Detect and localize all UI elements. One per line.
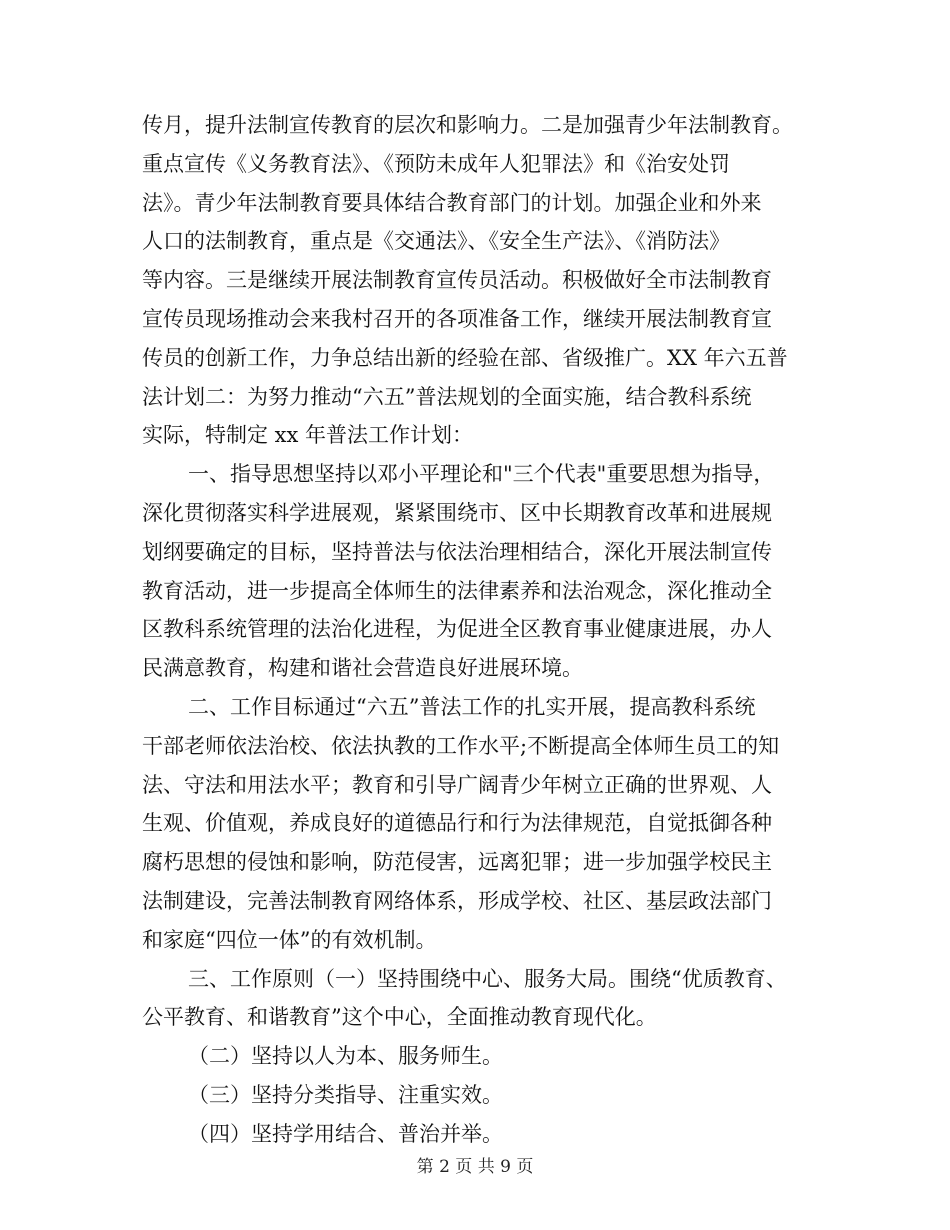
text-line: 二、工作目标通过“六五”普法工作的扎实开展，提高教科系统	[188, 694, 756, 719]
text-line: 一、指导思想坚持以邓小平理论和"三个代表"重要思想为指导，	[188, 462, 775, 487]
text-line: 传月，提升法制宣传教育的层次和影响力。二是加强青少年法制教育。	[142, 113, 793, 137]
text-line: 人口的法制教育，重点是《交通法》、《安全生产法》、《消防法》	[142, 229, 730, 254]
text-line: 实际，特制定 xx 年普法工作计划：	[142, 423, 474, 448]
text-line: 三、工作原则（一）坚持围绕中心、服务大局。围绕“优质教育、	[188, 966, 787, 991]
text-line: （三）坚持分类指导、注重实效。	[188, 1082, 503, 1107]
text-line: 和家庭“四位一体”的有效机制。	[142, 927, 437, 952]
text-line: 法》。青少年法制教育要具体结合教育部门的计划。加强企业和外来	[142, 190, 762, 215]
text-line: 腐朽思想的侵蚀和影响，防范侵害，远离犯罪；进一步加强学校民主	[142, 850, 772, 875]
page-number-footer: 第 2 页 共 9 页	[416, 1157, 534, 1177]
text-line: 区教科系统管理的法治化进程，为促进全区教育事业健康进展，办人	[142, 617, 772, 642]
text-line: 法制建设，完善法制教育网络体系，形成学校、社区、基层政法部门	[142, 888, 772, 913]
text-line: 教育活动，进一步提高全体师生的法律素养和法治观念，深化推动全	[142, 578, 772, 603]
document-body	[142, 106, 807, 1154]
text-line: 法计划二：为努力推动“六五”普法规划的全面实施，结合教科系统	[142, 384, 752, 409]
text-line: （四）坚持学用结合、普治并举。	[188, 1121, 503, 1146]
text-line: 重点宣传《义务教育法》、《预防未成年人犯罪法》和《治安处罚	[142, 151, 730, 176]
text-line: 生观、价值观，养成良好的道德品行和行为法律规范，自觉抵御各种	[142, 811, 772, 836]
text-line: 划纲要确定的目标，坚持普法与依法治理相结合，深化开展法制宣传	[142, 539, 772, 564]
text-line: 宣传员现场推动会来我村召开的各项准备工作，继续开展法制教育宣	[142, 306, 772, 331]
text-line: 干部老师依法治校、依法执教的工作水平;不断提高全体师生员工的知	[142, 733, 780, 758]
text-line: 公平教育、和谐教育”这个中心，全面推动教育现代化。	[142, 1005, 657, 1030]
text-line: 法、守法和用法水平；教育和引导广阔青少年树立正确的世界观、人	[142, 772, 772, 797]
text-line: 民满意教育，构建和谐社会营造良好进展环境。	[142, 656, 583, 681]
text-line: （二）坚持以人为本、服务师生。	[188, 1044, 503, 1069]
text-line: 深化贯彻落实科学进展观，紧紧围绕市、区中长期教育改革和进展规	[142, 500, 772, 525]
text-line: 等内容。三是继续开展法制教育宣传员活动。积极做好全市法制教育	[142, 268, 772, 293]
text-line: 传员的创新工作，力争总结出新的经验在部、省级推广。XX 年六五普	[142, 345, 788, 370]
